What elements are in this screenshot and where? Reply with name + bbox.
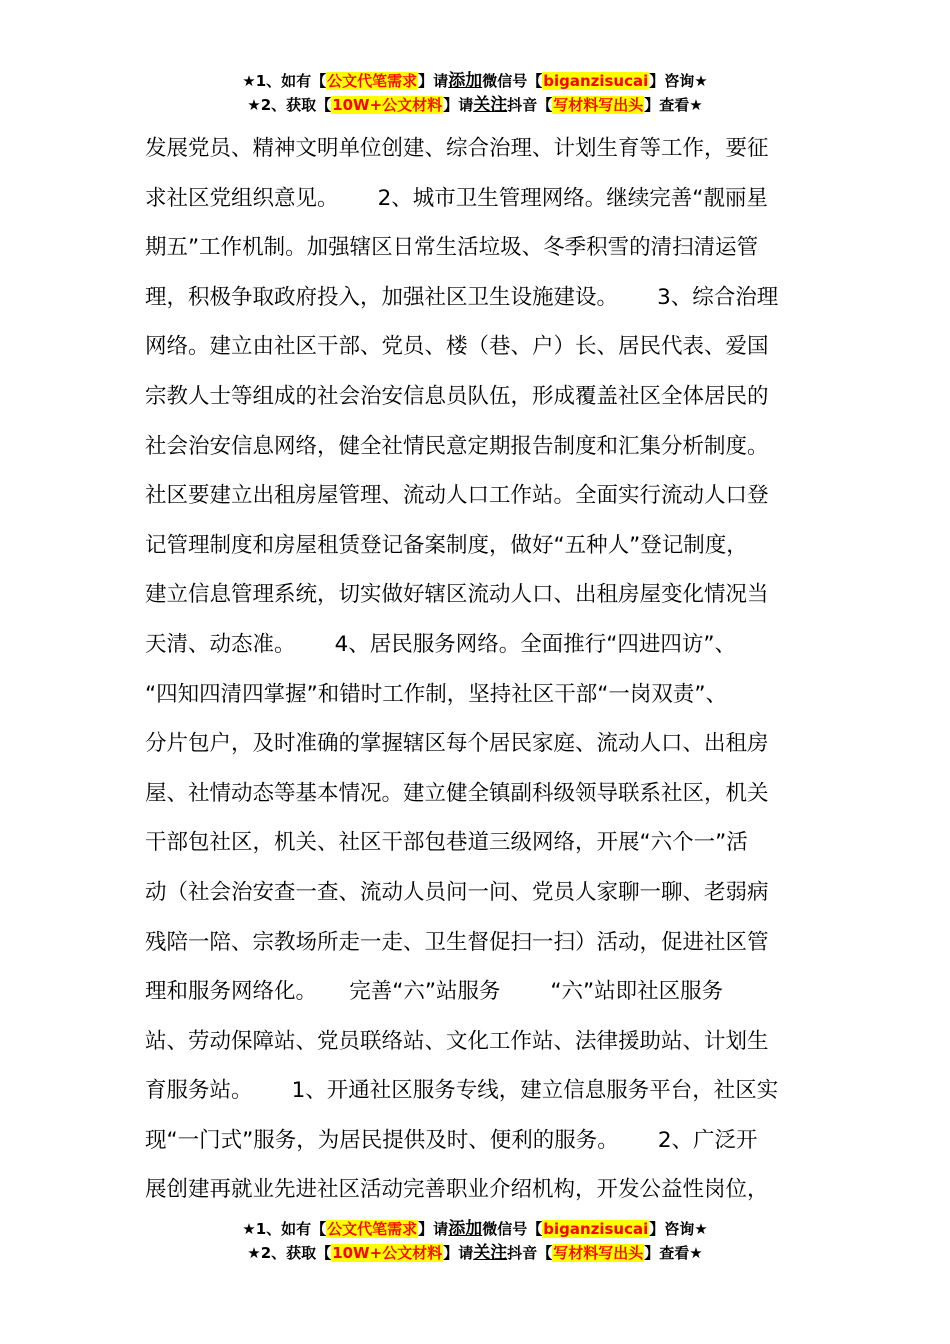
highlight-service: 公文代笔需求 (327, 72, 418, 90)
banner-line-1 (0, 1218, 950, 1242)
banner-line-2 (0, 94, 950, 118)
text-line: 屋、社情动态等基本情况。建立健全镇副科级领导联系社区，机关 (145, 780, 769, 806)
underlined-text: 关注 (473, 1243, 508, 1263)
text-line: 理，积极争取政府投入，加强社区卫生设施建设。 3、综合治理 (145, 284, 779, 310)
text-line: 社区要建立出租房屋管理、流动人口工作站。全面实行流动人口登 (145, 483, 769, 509)
banner-text: 】咨询★ (649, 1220, 708, 1238)
highlight-materials: 10W+公文材料 (332, 1244, 443, 1262)
header-banner (0, 70, 950, 118)
text-line: 理和服务网络化。 完善“六”站服务 “六”站即社区服务 (145, 979, 724, 1005)
banner-text: 】请 (443, 1244, 474, 1262)
text-line: “四知四清四掌握”和错时工作制，坚持社区干部“一岗双责”、 (145, 681, 728, 707)
banner-text: 】请 (443, 96, 474, 114)
banner-text: 1、如有【 (255, 1220, 327, 1238)
text-line: 建立信息管理系统，切实做好辖区流动人口、出租房屋变化情况当 (145, 582, 769, 608)
text-line: 干部包社区，机关、社区干部包巷道三级网络，开展“六个一”活 (145, 830, 748, 856)
banner-text: 抖音【 (507, 96, 553, 114)
banner-line-2 (0, 1242, 950, 1266)
highlight-douyin-account: 写材料写出头 (553, 1244, 644, 1262)
highlight-wechat-id: biganzisucai (543, 72, 649, 90)
banner-text: 2、获取【 (260, 1244, 332, 1262)
star-icon: ★ (242, 1220, 256, 1238)
banner-text: 微信号【 (482, 1220, 543, 1238)
text-line: 社会治安信息网络，健全社情民意定期报告制度和汇集分析制度。 (145, 433, 769, 459)
text-line: 求社区党组织意见。 2、城市卫生管理网络。继续完善“靓丽星 (145, 185, 768, 211)
text-line: 站、劳动保障站、党员联络站、文化工作站、法律援助站、计划生 (145, 1028, 769, 1054)
highlight-service: 公文代笔需求 (327, 1220, 418, 1238)
star-icon: ★ (247, 1244, 261, 1262)
banner-text: 】请 (418, 72, 449, 90)
underlined-text: 添加 (448, 1219, 483, 1239)
text-line: 记管理制度和房屋租赁登记备案制度，做好“五种人”登记制度， (145, 532, 748, 558)
text-line: 网络。建立由社区干部、党员、楼（巷、户）长、居民代表、爱国 (145, 334, 769, 360)
underlined-text: 添加 (448, 71, 483, 91)
banner-text: 2、获取【 (260, 96, 332, 114)
text-line: 残陪一陪、宗教场所走一走、卫生督促扫一扫）活动，促进社区管 (145, 929, 769, 955)
banner-text: 】查看★ (644, 96, 703, 114)
text-line: 育服务站。 1、开通社区服务专线，建立信息服务平台，社区实 (145, 1078, 779, 1104)
banner-text: 】咨询★ (649, 72, 708, 90)
banner-text: 1、如有【 (255, 72, 327, 90)
text-line: 动（社会治安查一查、流动人员问一问、党员人家聊一聊、老弱病 (145, 879, 769, 905)
highlight-wechat-id: biganzisucai (543, 1220, 649, 1238)
banner-text: 】查看★ (644, 1244, 703, 1262)
banner-line-1 (0, 70, 950, 94)
underlined-text: 关注 (473, 95, 508, 115)
text-line: 期五”工作机制。加强辖区日常生活垃圾、冬季积雪的清扫清运管 (145, 235, 759, 261)
banner-text: 抖音【 (507, 1244, 553, 1262)
highlight-materials: 10W+公文材料 (332, 96, 443, 114)
banner-text: 】请 (418, 1220, 449, 1238)
star-icon: ★ (242, 72, 256, 90)
text-line: 天清、动态准。 4、居民服务网络。全面推行“四进四访”、 (145, 631, 737, 657)
text-line: 宗教人士等组成的社会治安信息员队伍，形成覆盖社区全体居民的 (145, 383, 769, 409)
banner-text: 微信号【 (482, 72, 543, 90)
star-icon: ★ (247, 96, 261, 114)
footer-banner (0, 1218, 950, 1266)
document-body (145, 124, 815, 1215)
highlight-douyin-account: 写材料写出头 (553, 96, 644, 114)
text-line: 分片包户，及时准确的掌握辖区每个居民家庭、流动人口、出租房 (145, 731, 769, 757)
text-line: 展创建再就业先进社区活动完善职业介绍机构，开发公益性岗位， (145, 1177, 769, 1203)
text-line: 发展党员、精神文明单位创建、综合治理、计划生育等工作，要征 (145, 136, 769, 161)
text-line: 现“一门式”服务，为居民提供及时、便利的服务。 2、广泛开 (145, 1127, 758, 1153)
